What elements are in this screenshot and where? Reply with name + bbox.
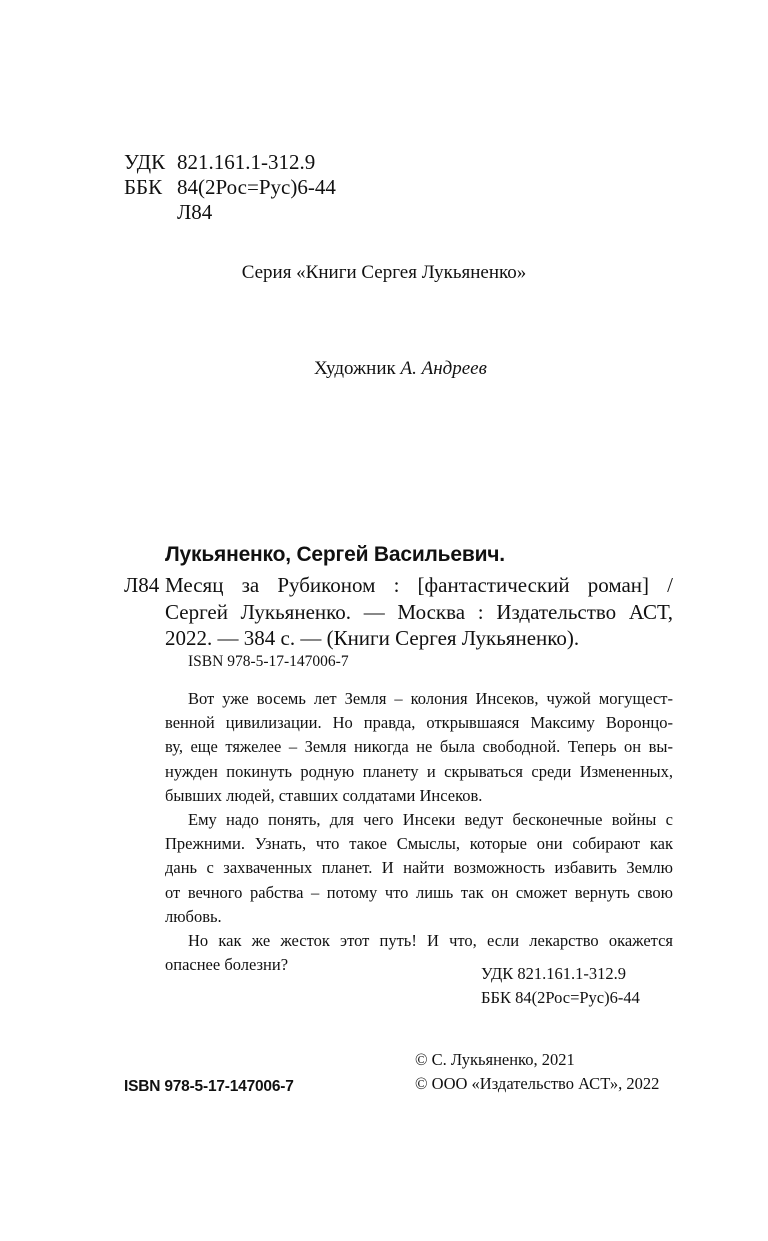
author-mark: Л84 — [177, 200, 213, 224]
annotation-line: Прежними. Узнать, что такое Смыслы, которые они собирают как — [165, 834, 673, 854]
bibliographic-code: Л84 — [124, 573, 160, 597]
annotation-line: Но как же жесток этот путь! И что, если лекарство окажется — [188, 931, 673, 951]
annotation-line: Вот уже восемь лет Земля – колония Инсеков, чужой могущест- — [188, 689, 673, 708]
isbn-bottom: ISBN 978-5-17-147006-7 — [124, 1078, 294, 1095]
udk-label: УДК — [124, 150, 166, 174]
author-heading: Лукьяненко, Сергей Васильевич. — [165, 543, 505, 566]
annotation-line: ву, еще тяжелее – Земля никогда не была свободной. Теперь он вы- — [165, 737, 673, 757]
annotation-line: нужден покинуть родную планету и скрываться среди Измененных, — [165, 761, 673, 781]
bibliographic-line: Месяц за Рубиконом : [фантастический роман] / — [165, 573, 673, 597]
udk-value: 821.161.1-312.9 — [177, 150, 316, 174]
artist-credit — [314, 358, 487, 380]
udk-bottom: УДК 821.161.1-312.9 — [481, 964, 627, 983]
annotation-line: от вечного рабства – потому что лишь так он сможет вернуть свою — [165, 882, 673, 902]
annotation-line: Ему надо понять, для чего Инсеки ведут бесконечные войны с — [188, 810, 673, 830]
artist-label: Художник — [314, 358, 396, 379]
bibliographic-line: Сергей Лукьяненко. — Москва : Издательство АСТ, — [165, 599, 673, 624]
bibliographic-description — [165, 572, 673, 652]
annotation-line: опаснее болезни? — [165, 955, 289, 975]
isbn-record: ISBN 978-5-17-147006-7 — [188, 653, 349, 670]
annotation-line: бывших людей, ставших солдатами Инсеков. — [165, 785, 483, 805]
copyright-author: © С. Лукьяненко, 2021 — [415, 1050, 575, 1069]
annotation-line: венной цивилизации. Но правда, открывшаяся Максиму Воронцо- — [165, 713, 673, 733]
udk-line — [124, 149, 315, 175]
artist-name: А. Андреев — [400, 358, 487, 379]
copyright-publisher: © ООО «Издательство АСТ», 2022 — [415, 1074, 660, 1093]
annotation-line: любовь. — [165, 906, 222, 926]
bbk-bottom: ББК 84(2Рос=Рус)6-44 — [481, 988, 640, 1007]
annotation — [165, 687, 673, 977]
bbk-value: 84(2Рос=Рус)6-44 — [177, 175, 336, 199]
bbk-line — [124, 174, 336, 200]
annotation-line: дань с захваченных планет. И найти возможность избавить Землю — [165, 858, 673, 878]
bibliographic-line: 2022. — 384 с. — (Книги Сергея Лукьяненко). — [165, 626, 580, 650]
series-title: Серия «Книги Сергея Лукьяненко» — [241, 262, 527, 283]
bbk-label: ББК — [124, 175, 163, 199]
author-mark-line — [124, 199, 212, 225]
